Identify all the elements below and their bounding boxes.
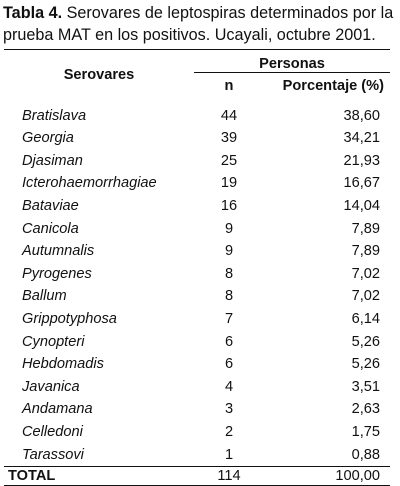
n-cell: 44 (220, 108, 238, 124)
n-cell: 1 (224, 446, 234, 463)
n-header: n (194, 73, 264, 100)
serovar-cell: Georgia (22, 130, 74, 147)
n-cell: 16 (220, 198, 238, 215)
n-cell: 4 (224, 378, 234, 395)
pct-cell: 7,02 (351, 288, 380, 305)
n-cell: 8 (224, 265, 234, 282)
serovar-cell: Icterohaemorrhagiae (22, 175, 157, 192)
table-row (4, 240, 390, 263)
pct-cell: 5,26 (351, 333, 380, 350)
table-row (4, 285, 390, 308)
table-row (4, 330, 390, 353)
serovar-cell: Djasiman (22, 152, 83, 169)
serovar-cell: Andamana (22, 401, 93, 418)
n-cell: 3 (224, 401, 234, 418)
serovar-cell: Celledoni (22, 424, 83, 441)
caption-label: Tabla 4. (3, 4, 63, 22)
table-row (4, 263, 390, 286)
table-row (4, 217, 390, 240)
n-cell: 7 (224, 311, 234, 328)
serovar-cell: Grippotyphosa (22, 311, 117, 328)
table-row (4, 376, 390, 399)
total-pct: 100,00 (335, 467, 380, 484)
serovar-cell: Tarassovi (22, 446, 84, 463)
serovares-table (4, 49, 390, 486)
total-row (4, 466, 390, 485)
pct-cell: 6,14 (351, 311, 380, 328)
pct-cell: 34,21 (343, 130, 380, 147)
table-row (4, 421, 390, 444)
pct-cell: 14,04 (343, 198, 380, 215)
pct-cell: 21,93 (343, 152, 380, 169)
table-row (4, 150, 390, 173)
n-cell: 9 (224, 243, 234, 260)
serovar-cell: Canicola (22, 220, 79, 237)
table-row (4, 398, 390, 421)
header-row-1 (4, 50, 390, 73)
serovar-cell: Hebdomadis (22, 356, 104, 373)
serovar-cell: Ballum (22, 288, 67, 305)
serovar-cell: Javanica (22, 378, 80, 395)
serovar-cell: Bataviae (22, 198, 79, 215)
n-cell: 19 (220, 175, 238, 192)
serovares-header: Serovares (63, 66, 135, 83)
pct-cell: 3,51 (351, 378, 380, 395)
n-cell: 6 (224, 356, 234, 373)
table-row (4, 353, 390, 376)
caption-text: Serovares de leptospiras determinados por la prueba MAT en los positivos. Ucayali, octubre 2001. (3, 4, 394, 44)
serovar-cell: Cynopteri (22, 333, 85, 350)
serovar-cell: Bratislava (22, 108, 87, 124)
table-row (4, 443, 390, 466)
serovar-cell: Autumnalis (22, 243, 95, 260)
table-row (4, 99, 390, 127)
porcentaje-header: Porcentaje (%) (264, 73, 390, 100)
total-label: TOTAL (8, 467, 56, 484)
n-cell: 9 (224, 220, 234, 237)
pct-cell: 7,02 (351, 265, 380, 282)
table-row (4, 127, 390, 150)
table-row (4, 308, 390, 331)
n-cell: 6 (224, 333, 234, 350)
n-cell: 8 (224, 288, 234, 305)
table-row (4, 172, 390, 195)
table-caption (3, 2, 397, 46)
n-cell: 39 (220, 130, 238, 147)
total-n: 114 (217, 467, 241, 484)
pct-cell: 38,60 (343, 108, 380, 124)
table-row (4, 195, 390, 218)
pct-cell: 16,67 (343, 175, 380, 192)
pct-cell: 0,88 (351, 446, 380, 463)
table-body (4, 99, 390, 466)
pct-cell: 5,26 (351, 356, 380, 373)
pct-cell: 7,89 (351, 220, 380, 237)
pct-cell: 1,75 (351, 424, 380, 441)
pct-cell: 7,89 (351, 243, 380, 260)
pct-cell: 2,63 (351, 401, 380, 418)
personas-header: Personas (259, 56, 325, 72)
serovar-cell: Pyrogenes (22, 265, 92, 282)
n-cell: 25 (220, 152, 238, 169)
n-cell: 2 (224, 424, 234, 441)
